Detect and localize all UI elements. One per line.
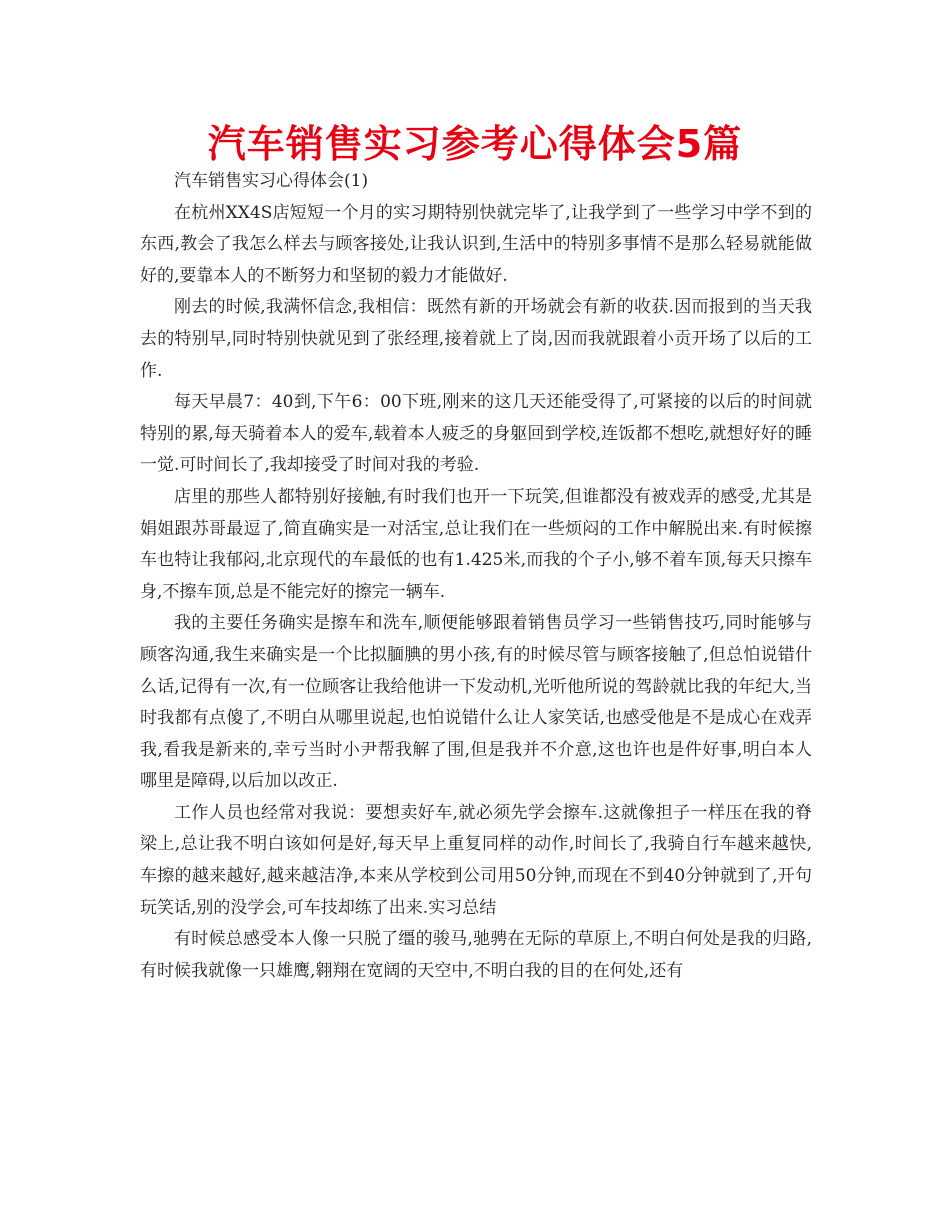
paragraph-4: 店里的那些人都特别好接触,有时我们也开一下玩笑,但谁都没有被戏弄的感受,尤其是娟姐跟苏哥最逗了,简直确实是一对活宝,总让我们在一些烦闷的工作中解脱出来.有时候擦车也特让我郁闷,北京现代的车最低的也有1.425米,而我的个子小,够不着车顶,每天只擦车身,不擦车顶,总是不能完好的擦完一辆车.	[140, 486, 812, 602]
paragraph-2: 刚去的时候,我满怀信念,我相信：既然有新的开场就会有新的收获.因而报到的当天我去的特别早,同时特别快就见到了张经理,接着就上了岗,因而我就跟着小贡开场了以后的工作.	[140, 297, 812, 381]
paragraph-6: 工作人员也经常对我说：要想卖好车,就必须先学会擦车.这就像担子一样压在我的脊梁上,总让我不明白该如何是好,每天早上重复同样的动作,时间长了,我骑自行车越来越快,车擦的越来越好,越来越洁净,本来从学校到公司用50分钟,而现在不到40分钟就到了,开句玩笑话,别的没学会,可车技却练了出来.实习总结	[140, 802, 812, 918]
paragraph-7: 有时候总感受本人像一只脱了缰的骏马,驰骋在无际的草原上,不明白何处是我的归路,有时候我就像一只雄鹰,翱翔在宽阔的天空中,不明白我的目的在何处,还有	[140, 929, 812, 981]
paragraph-5: 我的主要任务确实是擦车和洗车,顺便能够跟着销售员学习一些销售技巧,同时能够与顾客沟通,我生来确实是一个比拟腼腆的男小孩,有的时候尽管与顾客接触了,但总怕说错什么话,记得有一次,有一位顾客让我给他讲一下发动机,光听他所说的驾龄就比我的年纪大,当时我都有点傻了,不明白从哪里说起,也怕说错什么让人家笑话,也感受他是不是成心在戏弄我,看我是新来的,幸亏当时小尹帮我解了围,但是我并不介意,这也许也是件好事,明白本人哪里是障碍,以后加以改正.	[140, 613, 812, 792]
document-body	[140, 166, 812, 987]
paragraph-1: 在杭州XX4S店短短一个月的实习期特别快就完毕了,让我学到了一些学习中学不到的东西,教会了我怎么样去与顾客接处,让我认识到,生活中的特别多事情不是那么轻易就能做好的,要靠本人的不断努力和坚韧的毅力才能做好.	[140, 202, 812, 286]
document-title: 汽车销售实习参考心得体会5篇	[207, 122, 743, 166]
section-subtitle: 汽车销售实习心得体会(1)	[174, 171, 369, 191]
paragraph-3: 每天早晨7：40到,下午6：00下班,刚来的这几天还能受得了,可紧接的以后的时间就特别的累,每天骑着本人的爱车,载着本人疲乏的身躯回到学校,连饭都不想吃,就想好好的睡一觉.可时间长了,我却接受了时间对我的考验.	[140, 392, 812, 476]
